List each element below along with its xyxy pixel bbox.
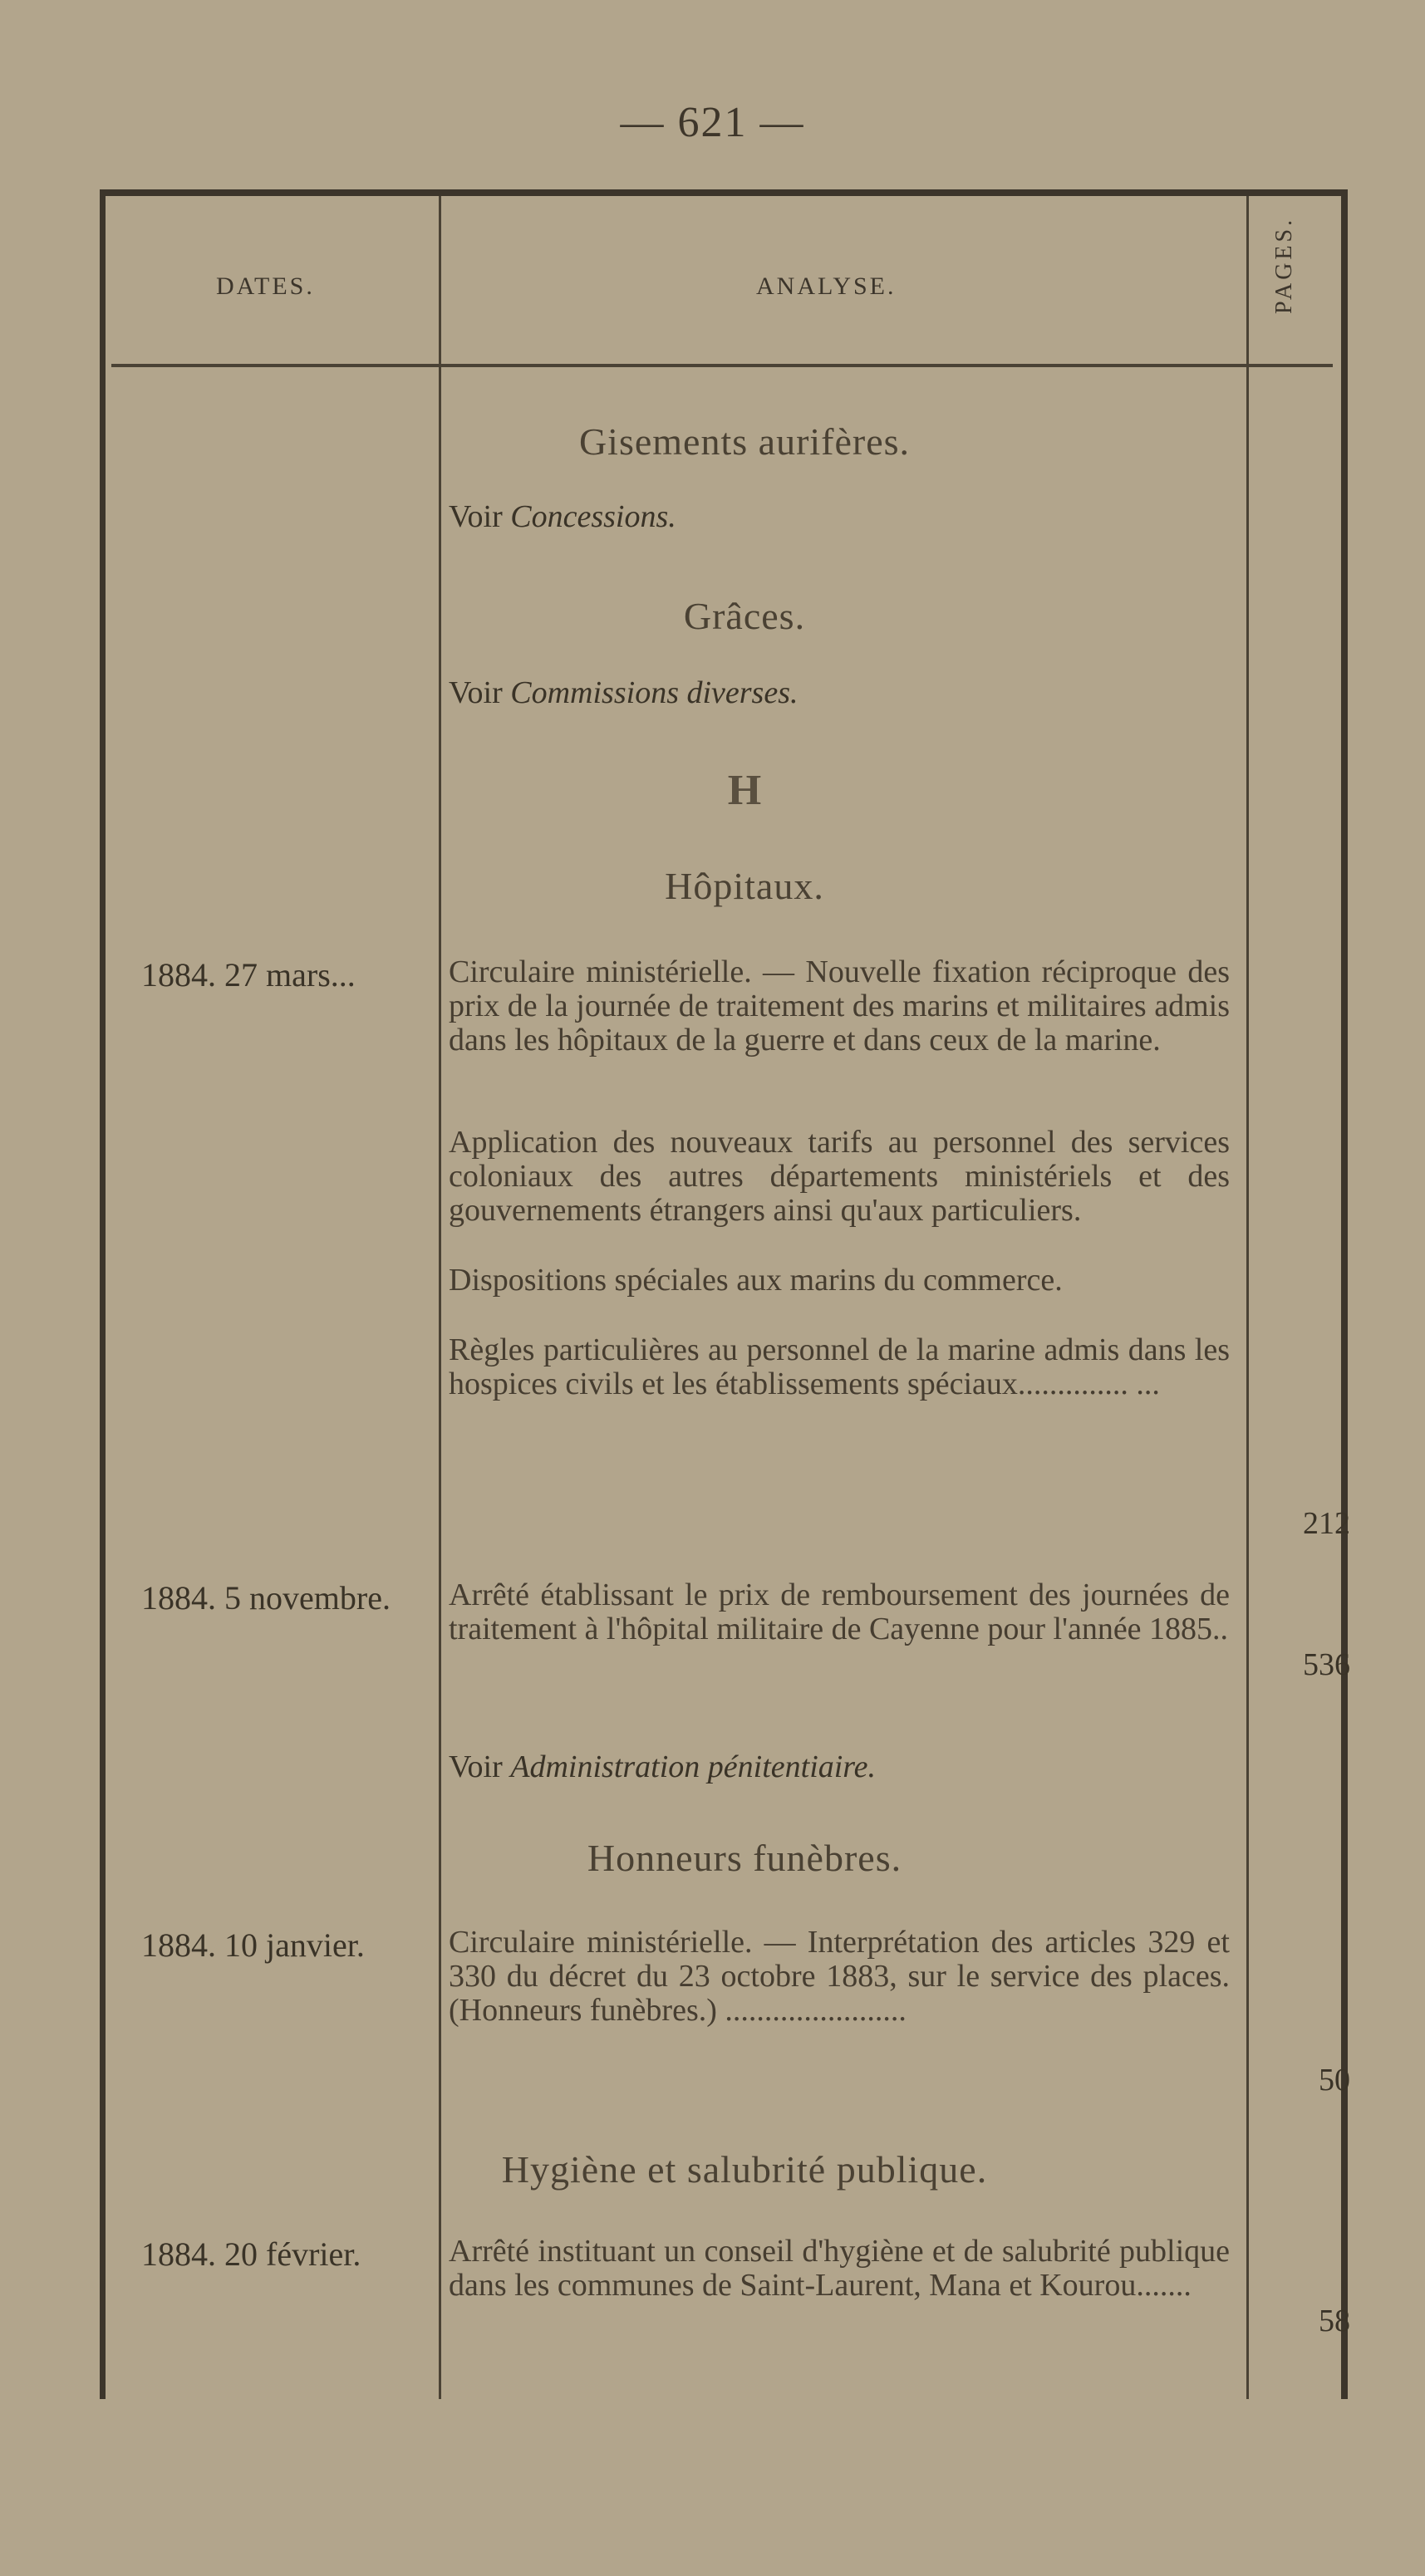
section-title-honneurs: Honneurs funèbres. (587, 1837, 902, 1879)
entry-text: Circulaire ministérielle. — Nouvelle fixation réciproque des prix de la journée de traitement des marins et militaires admis dans les hôpitaux de la guerre et dans ceux de la marine. (449, 954, 1230, 1057)
entry-text: Arrêté instituant un conseil d'hygiène et de salubrité publique dans les communes de Saint-Laurent, Mana et Kourou....... (449, 2234, 1230, 2303)
voir-gisements (449, 498, 676, 535)
voir-reference: Administration pénitentiaire. (510, 1749, 877, 1784)
top-rule (100, 189, 1348, 196)
voir-reference: Commissions diverses. (510, 675, 798, 710)
entry-date: 1884. 27 mars... (141, 956, 356, 994)
page-reference: 50 (1319, 2063, 1350, 2098)
header-rule (111, 364, 1333, 367)
voir-prefix: Voir (449, 1749, 511, 1784)
entry-text: Règles particulières au personnel de la marine admis dans les hospices civils et les établissements spéciaux.............. ... (449, 1332, 1230, 1401)
section-title-graces: Grâces. (683, 595, 806, 637)
header-analyse: ANALYSE. (756, 272, 897, 300)
entry-date: 1884. 10 janvier. (141, 1926, 365, 1964)
page-reference: 58 (1319, 2304, 1350, 2338)
entry-text: Circulaire ministérielle. — Interprétation des articles 329 et 330 du décret du 23 octobre 1883, sur le service des places. (Honneurs funèbres.) ....................... (449, 1925, 1230, 2028)
section-title-hopitaux: Hôpitaux. (665, 865, 824, 907)
voir-prefix: Voir (449, 675, 511, 710)
page-reference: 536 (1303, 1647, 1350, 1682)
entry-text: Arrêté établissant le prix de remboursement des journées de traitement à l'hôpital militaire de Cayenne pour l'année 1885.. (449, 1577, 1230, 1646)
entry-date: 1884. 20 février. (141, 2235, 361, 2273)
section-title-gisements: Gisements aurifères. (578, 420, 911, 463)
voir-hopitaux (449, 1749, 876, 1785)
section-title-hygiene: Hygiène et salubrité publique. (501, 2148, 988, 2191)
letter-heading: H (727, 767, 762, 814)
pages-column-separator (1246, 196, 1249, 2399)
voir-prefix: Voir (449, 499, 511, 534)
page-number: — 621 — (620, 99, 805, 146)
voir-reference: Concessions. (510, 499, 676, 534)
entry-text: Application des nouveaux tarifs au personnel des services coloniaux des autres départements ministériels et des gouvernements étrangers ainsi qu'aux particuliers. (449, 1125, 1230, 1228)
voir-graces (449, 675, 798, 711)
header-dates: DATES. (216, 272, 315, 300)
left-rule (100, 189, 106, 2399)
header-pages: PAGES. (1271, 216, 1297, 314)
entry-date: 1884. 5 novembre. (141, 1579, 391, 1617)
entry-text: Dispositions spéciales aux marins du commerce. (449, 1263, 1063, 1298)
page-reference: 212 (1303, 1506, 1350, 1541)
dates-column-separator (439, 196, 441, 2399)
